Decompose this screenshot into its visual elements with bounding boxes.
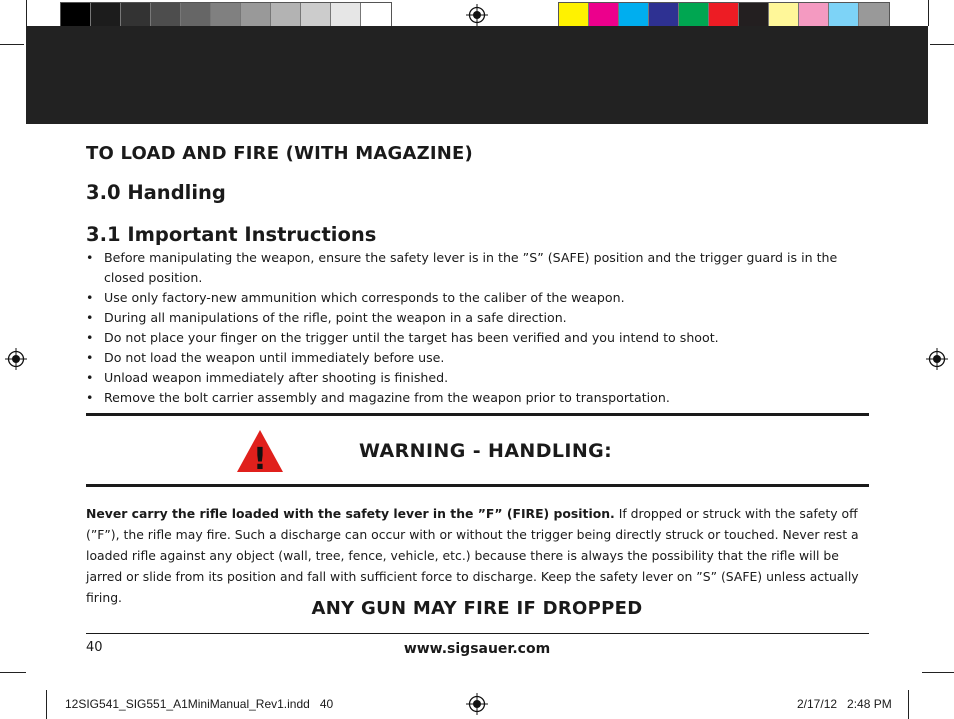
drop-warning-callout: ANY GUN MAY FIRE IF DROPPED: [311, 598, 643, 619]
list-item-text: Do not load the weapon until immediately before use.: [104, 350, 445, 365]
list-item-text: Do not place your finger on the trigger until the target has been verified and you intend to shoot.: [104, 330, 719, 345]
bullet-icon: •: [86, 370, 94, 385]
list-item-text: Use only factory-new ammunition which corresponds to the caliber of the weapon.: [104, 290, 625, 305]
list-item: [86, 328, 876, 348]
registration-mark-icon: [5, 348, 27, 370]
warning-exclamation: !: [253, 442, 267, 474]
registration-mark-icon: [466, 693, 488, 715]
list-item: [86, 388, 876, 408]
registration-mark-icon: [466, 4, 488, 26]
footer-rule: [86, 633, 869, 634]
slug-timestamp: 2/17/12 2:48 PM: [797, 697, 892, 711]
website-link[interactable]: www.sigsauer.com: [403, 641, 551, 657]
list-item: [86, 348, 876, 368]
list-item-text: Unload weapon immediately after shooting is finished.: [104, 370, 449, 385]
instruction-list: [86, 248, 876, 408]
list-item: [86, 248, 876, 288]
page-number: 40: [86, 640, 103, 655]
warning-paragraph: [86, 503, 876, 608]
bullet-icon: •: [86, 350, 94, 365]
warning-triangle-icon: [235, 428, 285, 474]
warning-lead: Never carry the rifle loaded with the safety lever in the ”F” (FIRE) position.: [86, 506, 615, 521]
subsection-heading: 3.1 Important Instructions: [86, 223, 377, 246]
bullet-icon: •: [86, 330, 94, 345]
list-item: [86, 288, 876, 308]
list-item: [86, 308, 876, 328]
bullet-icon: •: [86, 250, 94, 265]
warning-top-rule: [86, 413, 869, 416]
page-title: TO LOAD AND FIRE (WITH MAGAZINE): [86, 143, 473, 164]
warning-bottom-rule: [86, 484, 869, 487]
bullet-icon: •: [86, 390, 94, 405]
list-item-text: During all manipulations of the rifle, point the weapon in a safe direction.: [104, 310, 567, 325]
warning-body-text: If dropped or struck with the safety off (”F”), the rifle may fire. Such a discharge can occur with or without the trigger being directly struck or touched. Never rest a loaded rifle against any object (wall, tree, fence, vehicle, etc.) because there is always the possibility that the rifle will be jarred or slide from its position and fall with sufficient force to discharge. Keep the safety lever on ”S” (SAFE) unless actually firing.: [86, 506, 859, 605]
section-heading: 3.0 Handling: [86, 181, 226, 204]
bullet-icon: •: [86, 290, 94, 305]
registration-mark-icon: [926, 348, 948, 370]
slug-filename: 12SIG541_SIG551_A1MiniManual_Rev1.indd 40: [65, 697, 334, 711]
list-item: [86, 368, 876, 388]
warning-title: WARNING - HANDLING:: [359, 440, 613, 462]
bullet-icon: •: [86, 310, 94, 325]
header-band: [26, 26, 928, 124]
list-item-text: Before manipulating the weapon, ensure the safety lever is in the ”S” (SAFE) position and the trigger guard is in the closed position.: [104, 250, 838, 285]
list-item-text: Remove the bolt carrier assembly and magazine from the weapon prior to transportation.: [104, 390, 670, 405]
